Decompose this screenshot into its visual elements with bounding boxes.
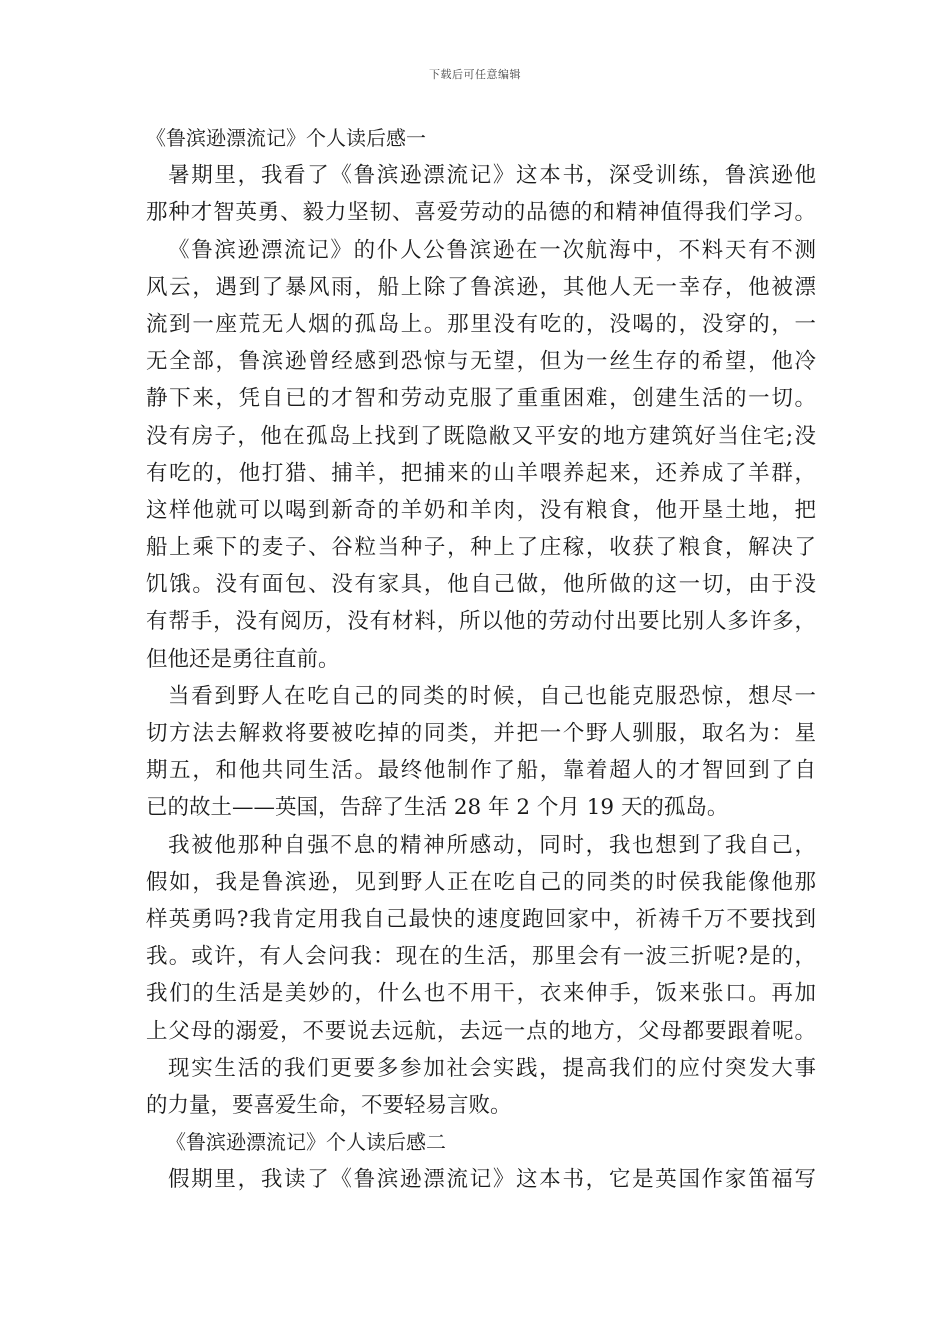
paragraph-line: 无全部，鲁滨逊曾经感到恐惊与无望，但为一丝生存的希望，他冷	[146, 349, 816, 375]
paragraph-line: 有吃的，他打猎、捕羊，把捕来的山羊喂养起来，还养成了羊群，	[146, 460, 816, 486]
paragraph-line: 这样他就可以喝到新奇的羊奶和羊肉，没有粮食，他开垦土地，把	[146, 497, 816, 523]
paragraph-line: 已的故土——英国，告辞了生活 28 年 2 个月 19 天的孤岛。	[146, 795, 729, 821]
paragraph-line: 没有房子，他在孤岛上找到了既隐敝又平安的地方建筑好当住宅;没	[146, 423, 816, 449]
paragraph-line: 流到一座荒无人烟的孤岛上。那里没有吃的，没喝的，没穿的，一	[146, 311, 816, 337]
section-heading: 《鲁滨逊漂流记》个人读后感二	[166, 1130, 446, 1155]
paragraph-line: 当看到野人在吃自己的同类的时候，自己也能克服恐惊，想尽一	[168, 683, 816, 709]
paragraph-line: 的力量，要喜爱生命，不要轻易言败。	[146, 1092, 512, 1118]
paragraph-line: 我被他那种自强不息的精神所感动，同时，我也想到了我自己，	[168, 832, 816, 858]
paragraph-line: 假期里，我读了《鲁滨逊漂流记》这本书，它是英国作家笛福写	[168, 1167, 816, 1193]
paragraph-line: 期五，和他共同生活。最终他制作了船，靠着超人的才智回到了自	[146, 758, 816, 784]
paragraph-line: 有帮手，没有阅历，没有材料，所以他的劳动付出要比别人多许多，	[146, 609, 816, 635]
paragraph-line: 上父母的溺爱，不要说去远航，去远一点的地方，父母都要跟着呢。	[146, 1018, 816, 1044]
paragraph-line: 但他还是勇往直前。	[146, 646, 340, 672]
paragraph-line: 《鲁滨逊漂流记》的仆人公鲁滨逊在一次航海中，不料天有不测	[168, 237, 816, 263]
paragraph-line: 我们的生活是美妙的，什么也不用干，衣来伸手，饭来张口。再加	[146, 981, 816, 1007]
paragraph-line: 切方法去解救将要被吃掉的同类，并把一个野人驯服，取名为：星	[146, 721, 816, 746]
paragraph-line: 样英勇吗?我肯定用我自己最快的速度跑回家中，祈祷千万不要找到	[146, 906, 816, 932]
paragraph-line: 饥饿。没有面包、没有家具，他自己做，他所做的这一切，由于没	[146, 572, 816, 598]
paragraph-line: 船上乘下的麦子、谷粒当种子，种上了庄稼，收获了粮食，解决了	[146, 535, 816, 561]
document-body	[146, 120, 816, 1198]
paragraph-line: 那种才智英勇、毅力坚韧、喜爱劳动的品德的和精神值得我们学习。	[146, 200, 816, 226]
paragraph-line: 假如，我是鲁滨逊，见到野人正在吃自己的同类的时侯我能像他那	[146, 869, 816, 895]
paragraph-line: 静下来，凭自已的才智和劳动克服了重重困难，创建生活的一切。	[146, 386, 816, 412]
paragraph-line: 暑期里，我看了《鲁滨逊漂流记》这本书，深受训练，鲁滨逊他	[168, 163, 816, 189]
section-heading: 《鲁滨逊漂流记》个人读后感一	[146, 126, 426, 150]
paragraph-line: 现实生活的我们更要多参加社会实践，提高我们的应付突发大事	[168, 1055, 816, 1081]
paragraph-line: 风云，遇到了暴风雨，船上除了鲁滨逊，其他人无一幸存，他被漂	[146, 274, 816, 300]
page-header-note: 下载后可任意编辑	[429, 68, 521, 81]
paragraph-line: 我。或许，有人会问我：现在的生活，那里会有一波三折呢?是的，	[146, 944, 816, 970]
